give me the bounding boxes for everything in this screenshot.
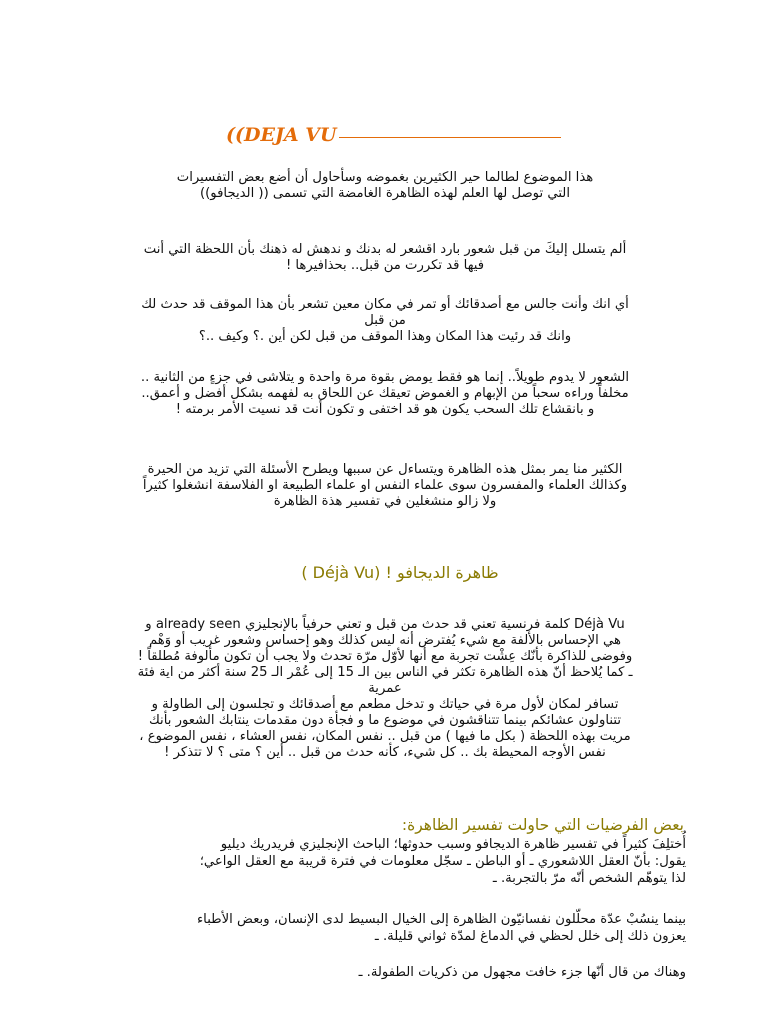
title-underline [339, 137, 561, 138]
text-line: وكذالك العلماء والمفسرون سوى علماء النفس او علماء الطبيعة او الفلاسفة انشغلوا كثيراً [142, 478, 628, 493]
text-line: Déjà Vu كلمة فرنسية تعني قد حدث من قبل و تعني حرفياً بالإنجليزي already seen و [145, 617, 625, 632]
paragraph-7 [90, 911, 686, 945]
text-line: عمرية [368, 681, 402, 696]
text-line: و بانقشاع تلك السحب يكون هو قد اختفى و تكون أنت قد نسيت الأمر برمته ! [175, 402, 595, 417]
section-heading-deja-vu: ظاهرة الديجافو ! (Déjà Vu ) [301, 563, 499, 582]
paragraph-4 [90, 462, 680, 510]
paragraph-8 [90, 964, 686, 981]
title-text: ((DEJA VU [226, 124, 337, 146]
text-line: ألم يتسلل إليكَ من قبل شعور بارد اقشعر له بدنك و ندهش له ذهنك بأن اللحظة التي أنت [143, 242, 627, 257]
text-line: لذا يتوهّم الشخص أنّه مرّ بالتجربة. ـ [492, 871, 686, 886]
text-line: وهناك من قال أنّها جزء خافت مجهول من ذكريات الطفولة. ـ [358, 965, 686, 980]
text-line: ـ كما يُلاحظ أنّ هذه الظاهرة تكثر في الناس بين الـ 15 إلى عُمْر الـ 25 سنة أكثر من اية فئة [137, 665, 633, 680]
text-line: من قبل [364, 313, 406, 328]
text-line: يعزون ذلك إلى خلل لحظي في الدماغ لمدّة ثواني قليلة. ـ [374, 929, 686, 944]
paragraph-5 [90, 617, 680, 761]
text-line: وفوضى للذاكرة بأنّك عِشْت تجربة مع أنها لأوّل مرّة تحدث ولا يجب أن تكون مألوفة مُطلقاً ! [137, 649, 633, 664]
paragraph-3 [90, 370, 680, 418]
text-line: نفس الأوجه المحيطة بك .. كل شيء، كأنه حدث من قبل .. أين ؟ متى ؟ لا تتذكر ! [164, 745, 606, 760]
text-line: تسافر لمكان لأول مرة في حياتك و تدخل مطعم مع أصدقائك و تجلسون إلى الطاولة و [151, 697, 619, 712]
page-title [226, 124, 561, 146]
text-line: فيها قد تكررت من قبل.. بحذافيرها ! [285, 258, 485, 273]
paragraph-6 [90, 836, 686, 887]
paragraph-1 [90, 242, 680, 274]
text-line: بينما ينسُبْ عدّة محلّلون نفسانيّون الظاهرة إلى الخيال البسيط لدى الإنسان، وبعض الأطباء [196, 912, 686, 927]
text-line: الشعور لا يدوم طويلاً.. إنما هو فقط يومض بقوة مرة واحدة و يتلاشى في جزءٍ من الثانية .. [140, 370, 630, 385]
text-line: التي توصل لها العلم لهذه الظاهرة الغامضة التي تسمى (( الديجافو)) [200, 186, 570, 201]
text-line: تتناولون عشائكم بينما تتناقشون في موضوع ما و فجأة دون مقدمات ينتابك الشعور بأنك [148, 713, 622, 728]
text-line: أي انك وأنت جالس مع أصدقائك أو تمر في مكان معين تشعر بأن هذا الموقف قد حدث لك [141, 297, 629, 312]
section-heading-hypotheses: بعض الفرضيات التي حاولت تفسير الظاهرة: [401, 816, 684, 834]
text-line: هي الإحساس بالألفة مع شيء يُفترض أنه ليس كذلك وهو إحساس وشعور غريب أو وَهْم [149, 633, 621, 648]
text-line: ولا زالو منشغلين في تفسير هذة الظاهرة [273, 494, 497, 509]
text-line: وانك قد رئيت هذا المكان وهذا الموقف من قبل لكن أين .؟ وكيف ..؟ [198, 329, 572, 344]
paragraph-2 [90, 297, 680, 345]
text-line: أُختلِفَ كثيراً في تفسير ظاهرة الديجافو وسبب حدوثها؛ الباحث الإنجليزي فريدريك ديليو [220, 837, 686, 852]
text-line: مريت بهذه اللحظة ( بكل ما فيها ) من قبل .. نفس المكان، نفس العشاء ، نفس الموضوع ، [139, 729, 631, 744]
text-line: الكثير منا يمر بمثل هذه الظاهرة ويتساءل عن سببها ويطرح الأسئلة التي تزيد من الحيرة [147, 462, 623, 477]
text-line: هذا الموضوع لطالما حير الكثيرين بغموضه وسأحاول أن أضع بعض التفسيرات [176, 170, 594, 185]
text-line: مخلفاً وراءه سحباً من الإبهام و الغموض تعيقك عن اللحاق به لفهمه بشكل أفضل و أعمق.. [141, 386, 629, 401]
text-line: يقول: بأنّ العقل اللاشعوري ـ أو الباطن ـ سجّل معلومات في فترة قريبة مع العقل الواعي؛ [199, 854, 686, 869]
intro-paragraph [90, 170, 680, 202]
